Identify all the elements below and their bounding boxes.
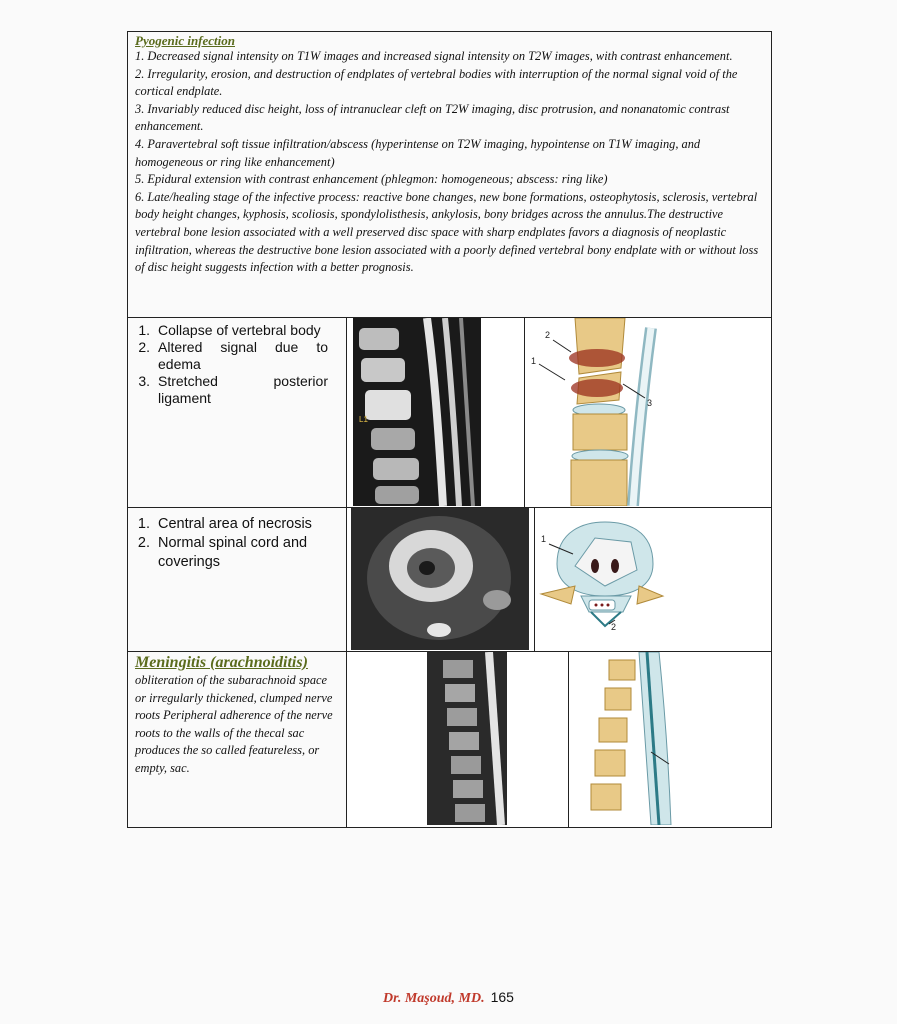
list-item: 3. Stretched posterior ligament <box>138 373 328 406</box>
pyogenic-heading: Pyogenic infection <box>135 33 236 48</box>
mri-level-label: L1 <box>359 415 368 424</box>
row2-mri-cell <box>347 508 535 651</box>
meningitis-title: Meningitis (arachnoiditis) <box>135 654 308 671</box>
list-item: 1. Collapse of vertebral body <box>138 322 321 338</box>
row3-diagram-cell <box>569 652 771 827</box>
meningitis-text: obliteration of the subarachnoid space or irregularly thickened, clumped nerve roots Peripheral adherence of the nerve roots to the walls of the thecal sac produces the so called featureless, or empty, sac. <box>135 673 333 775</box>
sagittal-mri-image <box>347 318 525 506</box>
row2-diagram-cell <box>535 508 771 651</box>
row-vertebral-collapse <box>128 318 771 508</box>
pyogenic-item-1: 1. Decreased signal intensity on T1W images and increased signal intensity on T2W images, with contrast enhancement. <box>135 49 733 63</box>
pyogenic-item-3: 3. Invariably reduced disc height, loss of intranuclear cleft on T2W imaging, disc protrusion, and nonanatomic contrast enhancement. <box>135 101 730 134</box>
pyogenic-item-6: 6. Late/healing stage of the infective process: reactive bone changes, new bone formations, osteophytosis, sclerosis, vertebral body height changes, kyphosis, scoliosis, spondylolisthesis, ankylosis, bony bridges across the annulus.The destructive vertebral bone lesion associated with a well preserved disc space with sharp endplates favors a diagnosis of neoplastic infiltration, whereas the destructive bone lesion associated with a poorly defined vertebral bony endplate with or without loss of disc height suggests infection with a better prognosis. <box>135 189 759 275</box>
diagram-label-1: 1 <box>541 534 547 544</box>
row3-mri-cell <box>347 652 569 827</box>
row-necrosis <box>128 508 771 652</box>
diagram-label-2: 2 <box>611 622 617 632</box>
pyogenic-section <box>128 32 771 318</box>
pyogenic-item-5: 5. Epidural extension with contrast enhancement (phlegmon: homogeneous; abscess: ring like) <box>135 172 608 187</box>
row-meningitis <box>128 652 771 827</box>
row1-diagram-cell <box>525 318 771 507</box>
list-item: 2. Normal spinal cord and coverings <box>137 535 308 570</box>
axial-mri-image <box>347 508 535 650</box>
diagram-label-2: 2 <box>545 330 551 340</box>
diagram-label-3: 3 <box>647 398 653 408</box>
page-footer <box>0 989 897 1007</box>
row1-mri-cell <box>347 318 525 507</box>
lumbar-mri-image <box>347 652 569 825</box>
vertebral-collapse-diagram <box>525 318 771 506</box>
list-item: 1. Central area of necrosis <box>137 516 312 532</box>
pyogenic-item-4: 4. Paravertebral soft tissue infiltration/abscess (hyperintense on T2W imaging, hypointense on T1W imaging, and homogeneous or ring like enhancement) <box>135 136 701 169</box>
row2-text-cell <box>128 508 347 651</box>
axial-necrosis-diagram <box>535 508 771 650</box>
page-number: 165 <box>490 989 514 1005</box>
findings-table <box>127 31 772 828</box>
diagram-label-1: 1 <box>531 356 537 366</box>
thecal-sac-diagram <box>569 652 769 825</box>
row2-list <box>128 508 346 572</box>
row1-list <box>128 318 346 407</box>
author-name: Dr. Maşoud, MD. <box>383 991 485 1006</box>
row1-text-cell <box>128 318 347 507</box>
pyogenic-item-2: 2. Irregularity, erosion, and destruction of endplates of vertebral bodies with interruption of the normal signal void of the cortical endplate. <box>135 66 738 99</box>
row3-text-cell <box>128 652 347 827</box>
list-item: 2. Altered signal due to edema <box>138 339 328 372</box>
